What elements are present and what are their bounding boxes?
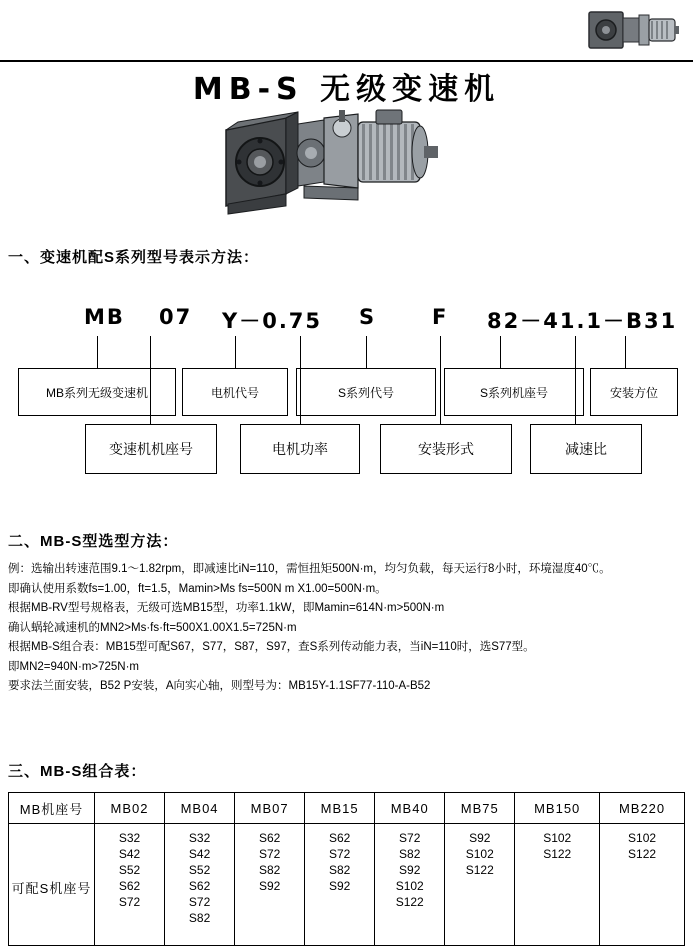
section-heading-one: 一、变速机配S系列型号表示方法：: [8, 249, 260, 266]
value: S122: [395, 895, 424, 909]
section-heading-two: 二、MB-S型选型方法：: [8, 533, 179, 550]
value: S92: [328, 879, 351, 893]
value: S122: [465, 863, 494, 877]
value: S92: [399, 863, 421, 877]
table-cell-mb15: [305, 824, 375, 946]
model-code-part-5: F: [432, 305, 449, 329]
header-divider: [0, 60, 693, 62]
table-cell-mb02: [95, 824, 165, 946]
value: S122: [628, 847, 657, 861]
selection-line-6: 即MN2=940N·m>725N·m: [8, 660, 140, 673]
gearbox-motor-photo-icon: [208, 108, 458, 218]
value: S72: [188, 895, 211, 909]
value: S62: [328, 831, 351, 845]
leader-line-motor-power: [300, 336, 301, 424]
value: S102: [628, 831, 657, 845]
leader-line-gearbox-frame: [150, 336, 151, 424]
selection-line-1: 例：选输出转速范围9.1～1.82rpm，即减速比iN=110，需恒扭矩500N·m，均匀负载，每天运行8小时，环境湿度40℃。: [8, 563, 611, 575]
value: S62: [258, 831, 281, 845]
callout-box-motor-power: 电机功率: [240, 424, 360, 474]
table-header-mb15: MB15: [305, 793, 375, 824]
table-header-mb40: MB40: [375, 793, 445, 824]
callout-box-s-series-code: S系列代号: [296, 368, 436, 416]
section-heading-three: 三、MB-S组合表：: [8, 763, 147, 780]
table-cell-mb04: [165, 824, 235, 946]
model-code-part-1: MB: [84, 305, 125, 329]
value: S82: [188, 911, 211, 925]
value: S62: [118, 879, 141, 893]
value: S72: [118, 895, 141, 909]
callout-box-mount-position: 安装方位: [590, 368, 678, 416]
value: S42: [118, 847, 141, 861]
callout-box-mount-form: 安装形式: [380, 424, 512, 474]
value: S122: [543, 847, 572, 861]
table-row: [9, 824, 685, 946]
table-header-mb02: MB02: [95, 793, 165, 824]
selection-method-text: [8, 560, 688, 697]
value: S32: [118, 831, 141, 845]
value: S92: [258, 879, 281, 893]
table-cell-mb220: [600, 824, 685, 946]
selection-line-4: 确认蜗轮减速机的MN2>Ms·fs·ft=500X1.00X1.5=725N·m: [8, 621, 297, 634]
selection-line-7: 要求法兰面安装，B52 P安装，A向实心轴，则型号为：MB15Y-1.1SF77-110-A-B52: [8, 680, 431, 692]
table-row-label: 可配S机座号: [9, 824, 95, 946]
model-code-part-3: Y－0.75: [222, 309, 323, 333]
gearbox-motor-thumbnail-icon: [587, 6, 679, 54]
value: S102: [465, 847, 494, 861]
model-code-part-2: 07: [159, 305, 193, 329]
leader-line-motor-code: [235, 336, 236, 368]
value: S102: [543, 831, 572, 845]
value: S72: [399, 831, 421, 845]
table-cell-mb75: [445, 824, 515, 946]
page-title: MB-S 无级变速机: [192, 72, 501, 107]
leader-line-s-frame: [500, 336, 501, 368]
value: S72: [258, 847, 281, 861]
leader-line-mount-form: [440, 336, 441, 424]
value: S82: [258, 863, 281, 877]
value: S52: [118, 863, 141, 877]
table-header-mb75: MB75: [445, 793, 515, 824]
value: S82: [399, 847, 421, 861]
leader-line-mount-position: [625, 336, 626, 368]
callout-box-mb-series: MB系列无级变速机: [18, 368, 176, 416]
combination-table: [8, 792, 685, 946]
table-header-row: [9, 793, 685, 824]
model-code-row: [0, 305, 693, 337]
model-code-part-6: 82－41.1－B31: [487, 309, 678, 333]
selection-line-2: 即确认使用系数fs=1.00，ft=1.5，Mamin>Ms fs=500N m X1.00=500N·m。: [8, 582, 387, 595]
leader-line-reduction-ratio: [575, 336, 576, 424]
callout-box-s-frame-no: S系列机座号: [444, 368, 584, 416]
value: S32: [188, 831, 211, 845]
value: S42: [188, 847, 211, 861]
value: S72: [328, 847, 351, 861]
selection-line-5: 根据MB-S组合表：MB15型可配S67，S77，S87，S97，查S系列传动能力表，当iN=110时，选S77型。: [8, 641, 535, 653]
value: S92: [469, 831, 491, 845]
table-header-mb220: MB220: [600, 793, 685, 824]
table-header-mb150: MB150: [515, 793, 600, 824]
table-header-mb04: MB04: [165, 793, 235, 824]
table-cell-mb07: [235, 824, 305, 946]
value: S62: [188, 879, 211, 893]
callout-box-motor-code: 电机代号: [182, 368, 288, 416]
callout-box-reduction-ratio: 减速比: [530, 424, 642, 474]
table-header-label: MB机座号: [9, 793, 95, 824]
value: S82: [328, 863, 351, 877]
leader-line-mb: [97, 336, 98, 368]
callout-box-gearbox-frame-no: 变速机机座号: [85, 424, 217, 474]
table-cell-mb40: [375, 824, 445, 946]
model-code-part-4: S: [359, 305, 377, 329]
table-cell-mb150: [515, 824, 600, 946]
selection-line-3: 根据MB-RV型号规格表，无级可选MB15型，功率1.1kW，即Mamin=614N·m>500N·m: [8, 602, 445, 614]
page-header: [0, 0, 693, 62]
value: S102: [395, 879, 424, 893]
value: S52: [188, 863, 211, 877]
leader-line-s-code: [366, 336, 367, 368]
table-header-mb07: MB07: [235, 793, 305, 824]
